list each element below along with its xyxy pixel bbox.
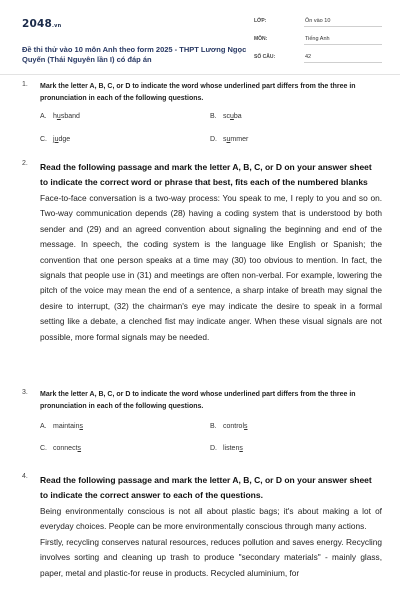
option-letter: B. [210,113,217,120]
option-letter: A. [40,113,47,120]
option-underlined: s [77,445,82,452]
logo-suffix: .vn [52,23,62,29]
option-letter: A. [40,423,47,430]
meta-row-subject [254,32,382,48]
option-underlined: s [239,445,243,452]
meta-value: Ôn vào 10 [305,17,331,24]
option-text-pre: listen [223,445,240,452]
option-text-post: mmer [230,136,249,143]
option-a[interactable] [40,423,83,430]
option-underlined: s [244,423,248,430]
option-b[interactable] [210,113,242,120]
meta-underline [304,44,382,45]
option-d[interactable] [210,136,248,143]
option-text-pre: s [223,136,227,143]
option-c[interactable] [40,445,81,452]
meta-label: SỐ CÂU: [254,54,276,60]
option-a[interactable] [40,113,80,120]
logo-main: 2048 [22,18,53,30]
question-instruction: Read the following passage and mark the letter A, B, C, or D on your answer sheet to indicate the correct answer to each of the questions. [40,475,372,500]
meta-row-count [254,50,382,66]
document-title: Đề thi thử vào 10 môn Anh theo form 2025 - THPT Lương Ngọc Quyến (Thái Nguyên lần I) có đáp án [22,45,247,64]
option-letter: C. [40,445,47,452]
option-underlined: u [230,113,234,120]
reading-passage [40,191,382,345]
meta-underline [304,26,382,27]
meta-underline [304,62,382,63]
option-text-post: sband [60,113,80,120]
option-letter: C. [40,136,47,143]
option-letter: D. [210,445,217,452]
question-3 [22,389,382,459]
passage-paragraph: Firstly, recycling conserves natural resources, reduces pollution and saves energy. Recycling involves sorting and cleaning up trash to produce "secondary materials" - mainly glass, paper, metal and plastic-for reuse in products. Recycled aluminium, for [40,536,382,578]
passage-paragraph: Being environmentally conscious is not all about plastic bags; it's about making a lot of everyday choices. People can be more environmentally conscious through many actions. [40,506,382,532]
option-text-pre: j [53,136,55,143]
option-text-post: dge [58,136,71,143]
option-d[interactable] [210,445,243,452]
question-1 [22,81,382,151]
option-text-pre: connect [53,445,78,452]
question-number: 1. [22,81,28,88]
option-underlined: u [226,136,231,143]
question-number: 3. [22,389,28,396]
option-underlined: u [54,136,59,143]
meta-value: Tiếng Anh [305,35,330,42]
page-header [22,14,382,64]
option-text-pre: maintain [53,423,80,430]
question-4 [22,473,382,600]
meta-value: 42 [305,53,312,60]
meta-label: MÔN: [254,36,268,42]
option-c[interactable] [40,136,70,143]
option-text-pre: sc [223,113,230,120]
question-2 [22,160,382,375]
option-text-post: ba [233,113,242,120]
option-text-pre: h [53,113,57,120]
question-number: 2. [22,160,28,167]
option-text-pre: control [223,423,245,430]
option-underlined: u [56,113,61,120]
question-instruction: Mark the letter A, B, C, or D to indicate the word whose underlined part differs from the three in pronunciation in each of the following questions. [40,83,356,102]
meta-row-class [254,14,382,30]
question-number: 4. [22,473,28,480]
reading-passage [40,504,382,581]
question-instruction: Mark the letter A, B, C, or D to indicate the word whose underlined part differs from the three in pronunciation in each of the following questions. [40,391,356,410]
header-divider [0,74,400,75]
option-letter: B. [210,423,217,430]
passage-paragraph: Face-to-face conversation is a two-way process: You speak to me, I reply to you and so on. Two-way communication depends (28) having a coding system that is understood by both sender and (29) and an agreed convention about signaling the beginning and end of the message. In speech, the coding system is the language like English or Spanish; the convention that one person speaks at a time may (30) too obvious to mention. In fact, the signals that people use in (31) and meetings are often non-verbal. For example, lowering the pitch of the voice may mean the end of a sentence, a sharp intake of breath may signal the desire to interrupt, (32) the chairman's eye may indicate the desire to speak in a formal setting like a debate, a clenched fist may indicate anger. When these visual signals are not possible, more formal signals may be needed. [40,193,382,342]
question-instruction: Read the following passage and mark the letter A, B, C, or D on your answer sheet to indicate the correct word or phrase that best, fits each of the numbered blanks [40,162,372,187]
option-letter: D. [210,136,217,143]
meta-label: LỚP: [254,18,267,24]
option-b[interactable] [210,423,248,430]
site-logo[interactable] [22,18,61,30]
option-underlined: s [79,423,83,430]
